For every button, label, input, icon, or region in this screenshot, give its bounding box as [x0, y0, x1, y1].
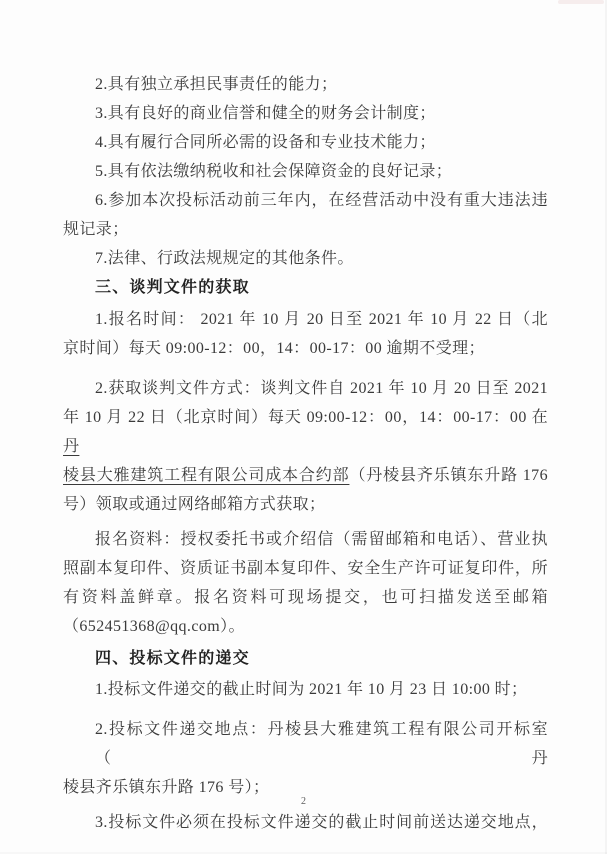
underlined-text: 丹: [63, 438, 80, 455]
text-segment: 棱县齐乐镇东升路 176 号）；: [63, 779, 270, 796]
underlined-text: 棱县大雅建筑工程有限公司成本合约部: [63, 467, 350, 484]
text-segment: 规记录；: [63, 221, 129, 238]
text-line: [63, 808, 548, 837]
text-line: [63, 525, 548, 554]
text-line: [63, 490, 548, 519]
text-segment: （丹棱县齐乐镇东升路 176: [349, 467, 548, 484]
text-segment: 1.投标文件递交的截止时间为 2021 年 10 月 23 日 10:00 时；: [95, 681, 528, 698]
text-line: [63, 554, 548, 583]
scan-artifact: [558, 0, 604, 4]
text-segment: 5.具有依法缴纳税收和社会保障资金的良好记录；: [95, 163, 453, 180]
text-line: [63, 157, 548, 186]
text-line: [63, 675, 548, 704]
text-segment: （652451368@qq.com）。: [63, 618, 245, 635]
text-line: [63, 612, 548, 641]
text-segment: 年 10 月 22 日（北京时间）每天 09:00-12：00，14：00-17：00 在: [63, 409, 548, 426]
text-segment: 1.报名时间： 2021 年 10 月 20 日至 2021 年 10 月 22 日（北: [95, 311, 548, 328]
text-line: [63, 99, 548, 128]
text-segment: 3.具有良好的商业信誉和健全的财务会计制度；: [95, 105, 436, 122]
text-segment: 3.投标文件必须在投标文件递交的截止时间前送达递交地点，: [95, 814, 548, 831]
text-line: [63, 305, 548, 334]
text-segment: 四、投标文件的递交: [95, 650, 250, 667]
text-line: [63, 374, 548, 403]
section-heading: [63, 273, 548, 302]
text-line: [63, 186, 548, 215]
document-body: [63, 70, 548, 837]
text-line: [63, 215, 548, 244]
text-segment: 2.获取谈判文件方式：谈判文件自 2021 年 10 月 20 日至 2021: [95, 380, 548, 397]
text-segment: 2.具有独立承担民事责任的能力；: [95, 76, 338, 93]
text-line: [63, 70, 548, 99]
text-segment: 照副本复印件、资质证书副本复印件、安全生产许可证复印件，所: [63, 560, 548, 577]
text-segment: 号）领取或通过网络邮箱方式获取；: [63, 496, 326, 513]
text-segment: 三、谈判文件的获取: [95, 279, 250, 296]
text-line: [63, 461, 548, 490]
text-line: [63, 334, 548, 363]
text-line: [63, 128, 548, 157]
text-segment: 京时间）每天 09:00-12：00，14：00-17：00 逾期不受理；: [63, 340, 485, 357]
text-line: [63, 715, 548, 773]
text-segment: 6.参加本次投标活动前三年内，在经营活动中没有重大违法违: [95, 192, 548, 209]
text-segment: 7.法律、行政法规规定的其他条件。: [95, 250, 354, 267]
text-segment: 有资料盖鲜章。报名资料可现场提交，也可扫描发送至邮箱: [63, 589, 548, 606]
text-line: [63, 583, 548, 612]
text-segment: 报名资料：授权委托书或介绍信（需留邮箱和电话）、营业执: [95, 531, 548, 548]
text-line: [63, 244, 548, 273]
text-line: [63, 403, 548, 461]
text-segment: 2.投标文件递交地点：丹棱县大雅建筑工程有限公司开标室（丹: [95, 721, 548, 767]
page-number: 2: [301, 796, 306, 807]
text-segment: 4.具有履行合同所必需的设备和专业技术能力；: [95, 134, 436, 151]
section-heading: [63, 644, 548, 673]
